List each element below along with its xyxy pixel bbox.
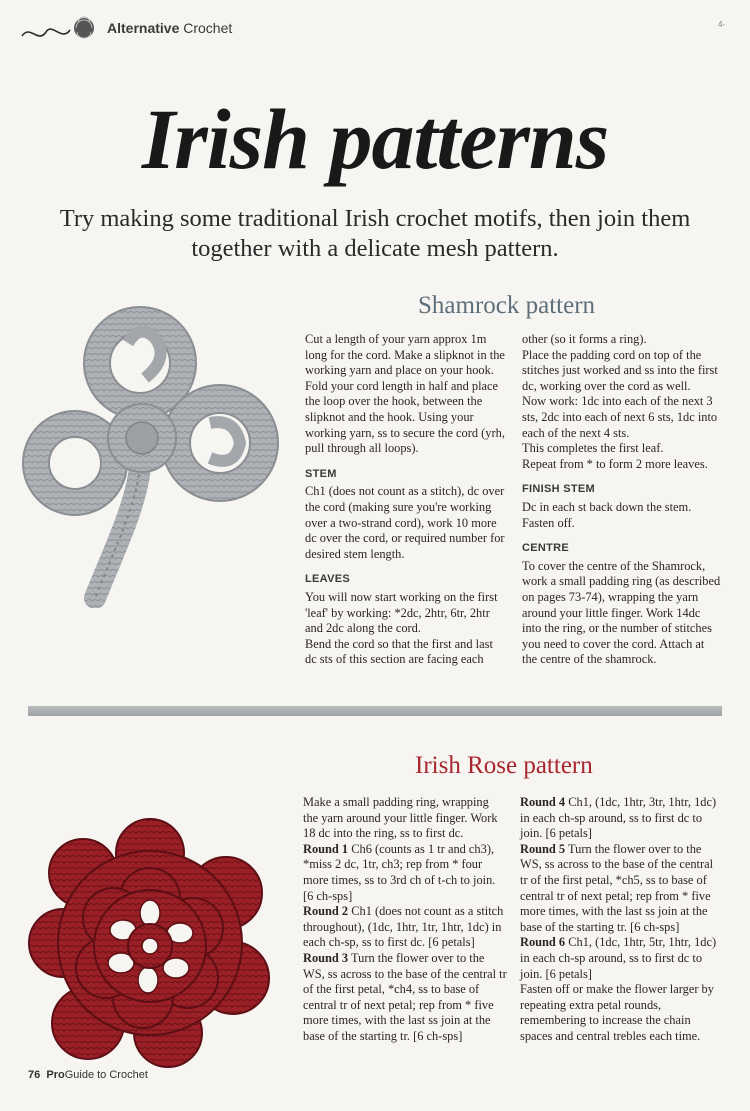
rose-ending-paragraph: Fasten off or make the flower larger by repeating extra petal rounds, remembering to increase the chain spaces and central trebles each time. xyxy=(520,982,714,1043)
round-1-text: Ch6 (counts as 1 tr and ch3), *miss 2 dc, 1tr, ch3; rep from * four more times, ss to 3rd ch of t-ch to join. [6 ch-sps] xyxy=(303,841,496,903)
round-2-text: Ch1 (does not count as a stitch throughout), (1dc, 1htr, 1tr, 1htr, 1dc) in each ch-sp, ss to first dc. [6 petals] xyxy=(303,904,504,950)
finish-stem-paragraph: Dc in each st back down the stem. Fasten off. xyxy=(522,499,692,530)
swirl-logo-icon xyxy=(20,14,100,48)
shamrock-column-1 xyxy=(305,332,507,668)
page-number: 76 xyxy=(28,1069,41,1081)
irish-rose-motif-image xyxy=(28,818,272,1068)
round-5-paragraph xyxy=(520,842,720,936)
round-1-label: Round 1 xyxy=(303,841,349,856)
section-label xyxy=(107,20,232,36)
page-title: Irish patterns xyxy=(141,91,609,187)
leaves-heading: LEAVES xyxy=(305,573,350,586)
round-2-paragraph xyxy=(303,904,507,951)
leaves-paragraph-2: Bend the cord so that the first and last dc sts of this section are facing each xyxy=(305,636,493,667)
section-divider xyxy=(28,706,722,716)
round-5-text: Turn the flower over to the WS, ss across to the base of the central tr of the first petal, *ch5, ss to base of central tr of next petal; rep from * five more times, with the last ss join at the base of the starting tr. [6 ch-sps] xyxy=(520,841,714,934)
centre-heading: CENTRE xyxy=(522,542,570,555)
finish-stem-heading: FINISH STEM xyxy=(522,483,595,496)
stem-paragraph: Ch1 (does not count as a stitch), dc over the cord (making sure you're working over a two-strand cord), work 10 more dc over the cord, or required number for desired stem length. xyxy=(305,484,505,561)
footer-guide-title: Guide to Crochet xyxy=(64,1069,148,1081)
shamrock-col2-line-1: other (so it forms a ring). xyxy=(522,332,647,346)
page-mark: 4- xyxy=(718,20,726,29)
round-2-label: Round 2 xyxy=(303,904,349,919)
round-3-label: Round 3 xyxy=(303,950,349,965)
round-6-label: Round 6 xyxy=(520,935,566,950)
round-4-paragraph xyxy=(520,795,720,842)
rose-section-title: Irish Rose pattern xyxy=(415,752,593,779)
shamrock-col2-line-3: Now work: 1dc into each of the next 3 sts, 2dc into each of next 6 sts, 1dc into each of the next 4 sts. xyxy=(522,394,718,440)
centre-paragraph: To cover the centre of the Shamrock, work a small padding ring (as described on pages 73-74), wrapping the yarn around your little finger. Work 14dc into the ring, or the number of stitches you need to cover the cord. Attach at the centre of the shamrock. xyxy=(522,558,721,667)
rose-column-1 xyxy=(303,795,507,1045)
leaves-paragraph-1: You will now start working on the first 'leaf' by working: *2dc, 2htr, 6tr, 2htr and 2dc along the cord. xyxy=(305,589,498,636)
shamrock-column-2 xyxy=(522,332,722,668)
rose-intro-paragraph: Make a small padding ring, wrapping the yarn around your little finger. Work 18 dc into the ring, ss to first dc. xyxy=(303,795,498,841)
round-6-paragraph xyxy=(520,935,720,982)
stem-heading: STEM xyxy=(305,467,337,480)
round-4-label: Round 4 xyxy=(520,795,566,809)
page-footer xyxy=(28,1069,148,1081)
shamrock-cord-paragraph: Cut a length of your yarn approx 1m long for the cord. Make a slipknot in the working yarn and place on your hook. Fold your cord length in half and place the loop over the hook, between the slipknot and the hook. Using your working yarn, ss to secure the cord (yrh, pull through all loops). xyxy=(305,332,505,456)
round-5-label: Round 5 xyxy=(520,841,566,856)
intro-text: Try making some traditional Irish crochet motifs, then join them together with a delicate mesh pattern. xyxy=(59,205,691,262)
rose-column-2 xyxy=(520,795,720,1045)
shamrock-col2-line-5: Repeat from * to form 2 more leaves. xyxy=(522,456,708,471)
section-label-bold: Alternative xyxy=(107,20,180,36)
shamrock-motif-image xyxy=(20,298,290,608)
shamrock-col2-line-4: This completes the first leaf. xyxy=(522,441,664,456)
round-3-paragraph xyxy=(303,951,507,1045)
round-4-text: Ch1, (1dc, 1htr, 3tr, 1htr, 1dc) in each ch-sp around, ss to first dc to join. [6 petals] xyxy=(520,795,717,841)
footer-brand: Pro xyxy=(46,1069,65,1081)
shamrock-col2-line-2: Place the padding cord on top of the stitches just worked and ss into the first dc, working over the cord as well. xyxy=(522,347,718,393)
section-label-rest: Crochet xyxy=(183,20,233,36)
round-3-text: Turn the flower over to the WS, ss across to the base of the central tr of the first petal, *ch4, ss to base of central tr of next petal; rep from * five more times, with the last ss join at the base of the starting tr. [6 ch-sps] xyxy=(303,950,507,1043)
round-6-text: Ch1, (1dc, 1htr, 5tr, 1htr, 1dc) in each ch-sp around, ss to first dc to join. [6 petals] xyxy=(520,935,717,981)
round-1-paragraph xyxy=(303,842,507,904)
shamrock-section-title: Shamrock pattern xyxy=(418,292,596,319)
